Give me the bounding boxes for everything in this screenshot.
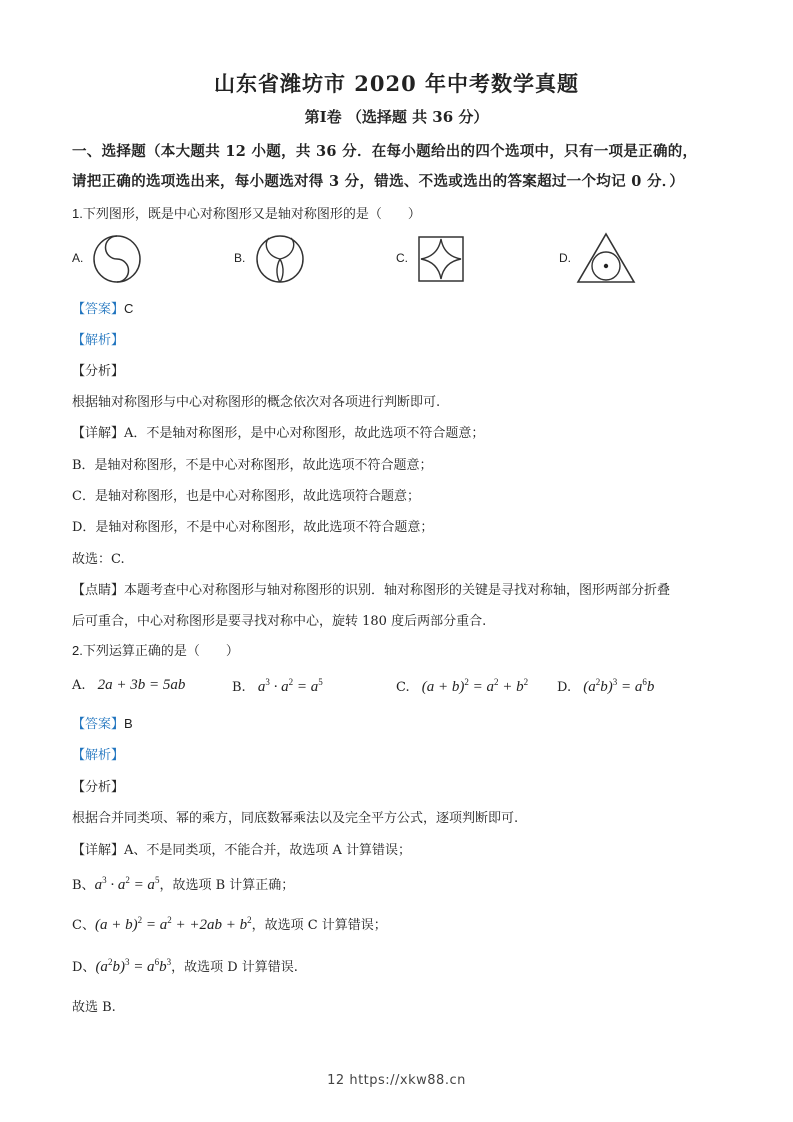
q2-conclusion: 故选 B. (72, 1000, 116, 1015)
q2-option-d-label: D. (557, 680, 572, 695)
q1-detail-d: D．是轴对称图形，不是中心对称图形，故此选项不符合题意； (72, 520, 434, 535)
q1-option-b-label: B. (234, 251, 246, 265)
q2-detail-a: 【详解】A、不是同类项，不能合并，故选项 A 计算错误； (72, 843, 412, 858)
answer-value: B (124, 716, 133, 731)
q2-option-b-label: B. (232, 680, 246, 695)
q2-detail-b-expr: $a^3 \cdot a^2 = a^5$ (94, 875, 160, 893)
q1-analysis-tag: 【解析】 (72, 333, 125, 348)
q2-option-b (232, 677, 323, 696)
q2-detail-d: D、$(a^2b)^3 = a^6b^3$，故选项 D 计算错误. (72, 957, 298, 975)
q1-option-a-label: A. (72, 251, 84, 265)
q2-option-c-expr: $(a + b)^2 = a^2 + b^2$ (421, 677, 529, 695)
q2-detail-d-expr: $(a^2b)^3 = a^6b^3$ (95, 957, 172, 975)
q1-option-d-label: D. (559, 251, 571, 265)
q2-option-c-label: C. (396, 680, 410, 695)
q2-option-a-expr: 2a + 3b = 5ab (97, 677, 186, 693)
q2-analysis-tag: 【解析】 (72, 748, 125, 763)
q1-conclusion: 故选：C. (72, 552, 125, 567)
q2-answer (72, 713, 133, 732)
q1-fenxi-text: 根据轴对称图形与中心对称图形的概念依次对各项进行判断即可. (72, 395, 441, 410)
q2-stem: 2.下列运算正确的是（ ） (72, 643, 239, 658)
q2-option-d (557, 677, 654, 696)
q1-detail-c: C．是轴对称图形，也是中心对称图形，故此选项符合题意； (72, 489, 420, 504)
q2-detail-c: C、$(a + b)^2 = a^2 + +2ab + b^2$，故选项 C 计算错误； (72, 915, 387, 933)
q1-fenxi-tag: 【分析】 (72, 364, 125, 379)
q2-detail-b: B、$a^3 \cdot a^2 = a^5$，故选项 B 计算正确； (72, 875, 295, 893)
q1-detail-b: B．是轴对称图形，不是中心对称图形，故此选项不符合题意； (72, 458, 433, 473)
page-title: 山东省潍坊市 2020 年中考数学真题 (213, 71, 580, 96)
q1-dianjing-line2: 后可重合，中心对称图形是要寻找对称中心，旋转 180 度后两部分重合. (72, 614, 487, 629)
q2-option-d-expr: $(a^2b)^3 = a^6b$ (583, 677, 655, 695)
answer-tag: 【答案】 (72, 717, 125, 732)
q1-dianjing-line1: 【点睛】本题考查中心对称图形与轴对称图形的识别．轴对称图形的关键是寻找对称轴，图形两部分折叠 (72, 583, 671, 598)
q2-option-c (396, 677, 528, 696)
section-instructions-line1: 一、选择题（本大题共 12 小题，共 36 分．在每小题给出的四个选项中，只有一项是正确的， (72, 143, 698, 160)
q1-option-b-figure (255, 234, 305, 284)
q1-option-c-figure (418, 236, 464, 282)
page-subtitle: 第Ⅰ卷 （选择题 共 36 分） (304, 108, 489, 126)
q1-option-c-label: C. (396, 251, 408, 265)
page-footer[interactable]: 12 https://xkw88.cn (327, 1073, 466, 1088)
q1-option-a-figure (92, 234, 142, 284)
answer-value: C (124, 301, 134, 316)
q2-option-a (72, 677, 185, 694)
q2-detail-c-expr: $(a + b)^2 = a^2 + +2ab + b^2$ (94, 915, 252, 933)
q1-stem: 1.下列图形，既是中心对称图形又是轴对称图形的是（ ） (72, 206, 421, 221)
q1-option-d-figure (576, 232, 636, 284)
q2-fenxi-tag: 【分析】 (72, 780, 125, 795)
q2-option-a-label: A. (72, 678, 86, 693)
answer-tag: 【答案】 (72, 302, 125, 317)
q2-fenxi-text: 根据合并同类项、幂的乘方，同底数幂乘法以及完全平方公式，逐项判断即可. (72, 811, 519, 826)
section-instructions-line2: 请把正确的选项选出来，每小题选对得 3 分，错选、不选或选出的答案超过一个均记 0 分．） (72, 173, 685, 190)
q1-answer (72, 298, 133, 317)
q2-option-b-expr: $a^3 \cdot a^2 = a^5$ (257, 677, 323, 695)
q1-detail-a: 【详解】A．不是轴对称图形，是中心对称图形，故此选项不符合题意； (72, 426, 485, 441)
